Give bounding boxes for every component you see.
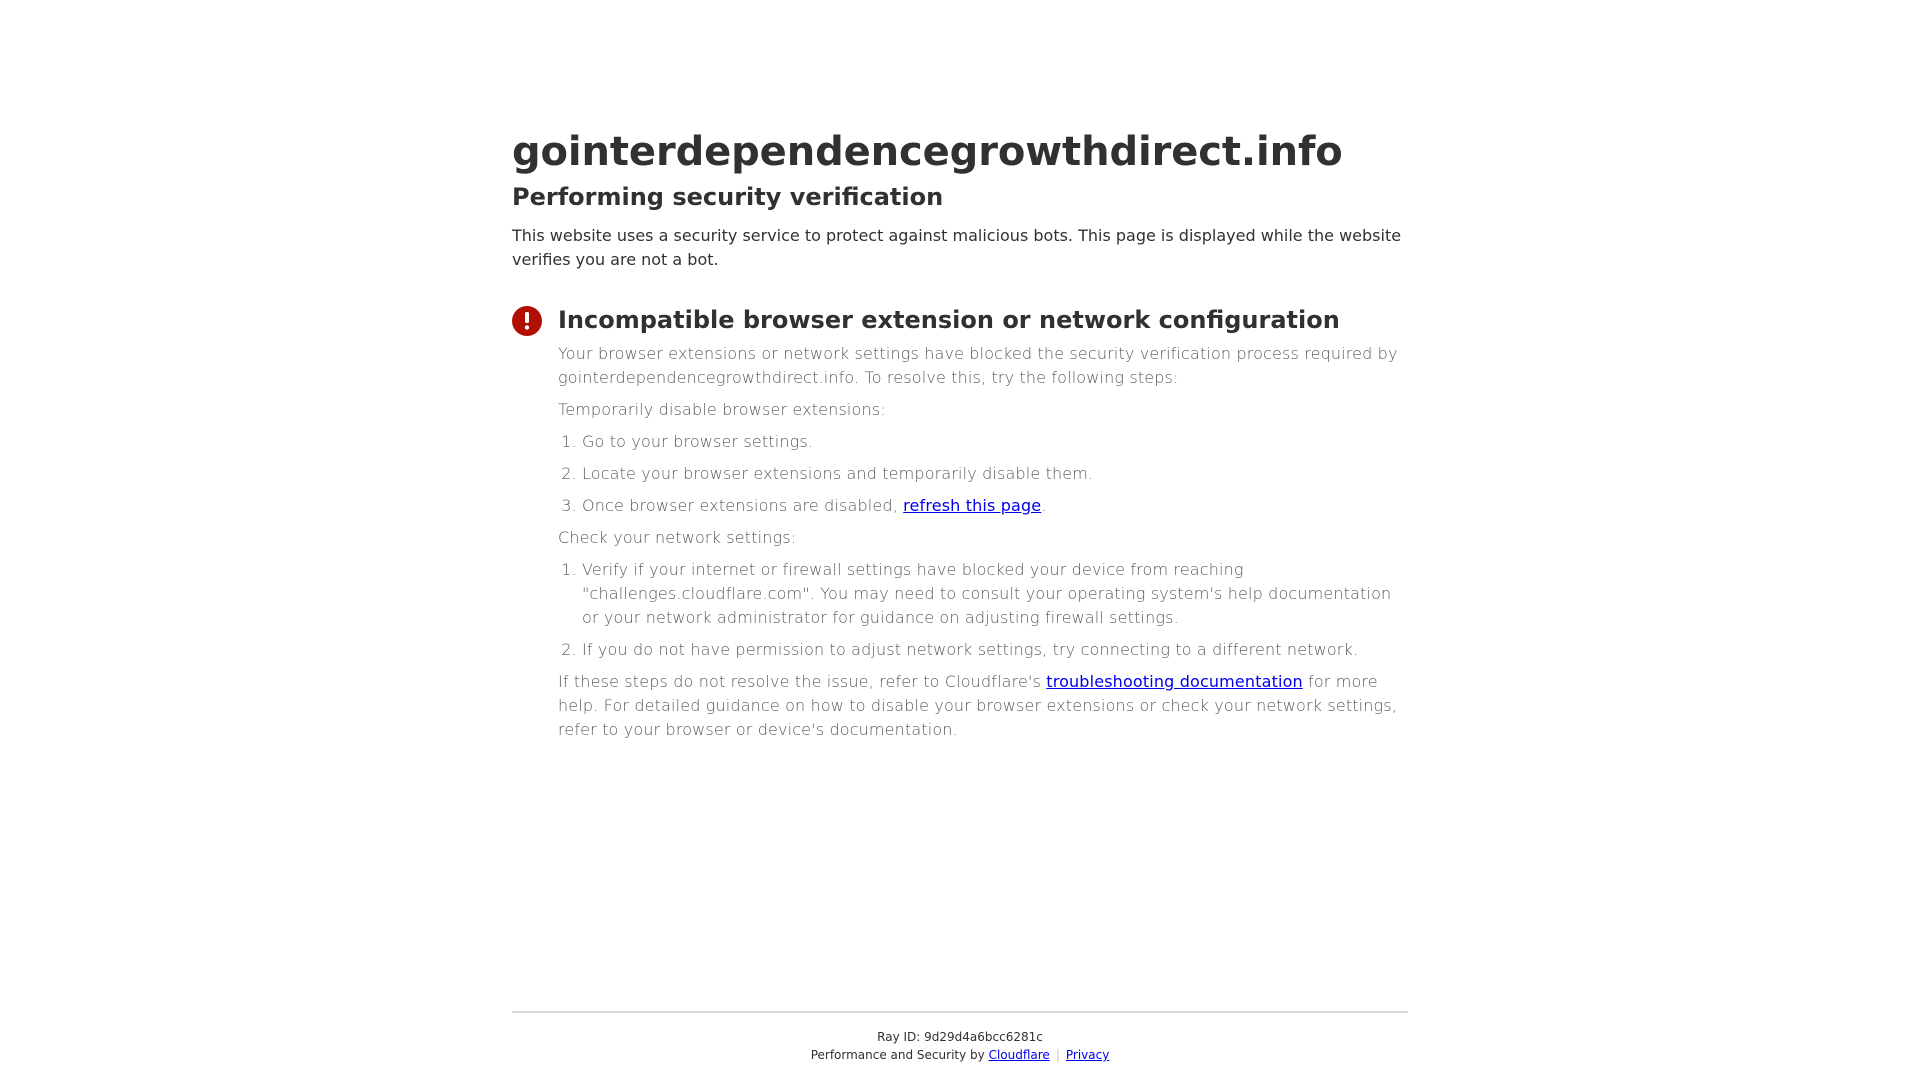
network-step-2: 2. If you do not have permission to adjust network settings, try connecting to a different network. xyxy=(582,638,1408,662)
network-step-1: 1. Verify if your internet or firewall settings have blocked your device from reaching "challenges.cloudflare.com". You may need to consult your operating system's help documentation or your network administrator for guidance on adjusting firewall settings. xyxy=(582,558,1408,630)
extension-step-1: 1. Go to your browser settings. xyxy=(582,430,1408,454)
extensions-heading: Temporarily disable browser extensions: xyxy=(558,400,886,419)
refresh-page-link[interactable]: refresh this page xyxy=(903,496,1042,515)
extension-step-2: 2. Locate your browser extensions and temporarily disable them. xyxy=(582,462,1408,486)
privacy-link[interactable]: Privacy xyxy=(1065,1048,1110,1062)
extension-step-3-suffix: . xyxy=(1041,496,1047,515)
network-heading: Check your network settings: xyxy=(558,528,797,547)
extension-steps-list xyxy=(558,430,1408,518)
performance-text: Performance and Security by xyxy=(810,1048,989,1062)
error-title: Incompatible browser extension or network configuration xyxy=(558,306,1340,334)
main-content xyxy=(512,128,1408,742)
error-block xyxy=(512,304,1408,742)
intro-text: This website uses a security service to protect against malicious bots. This page is displayed while the website verifies you are not a bot. xyxy=(512,226,1402,269)
cloudflare-link[interactable]: Cloudflare xyxy=(988,1048,1050,1062)
ray-id xyxy=(512,1028,1408,1046)
footer-separator: | xyxy=(1055,1048,1060,1062)
footer xyxy=(512,1011,1408,1064)
footer-links xyxy=(512,1046,1408,1064)
closing-paragraph xyxy=(558,670,1408,742)
closing-suffix: for more help. For detailed guidance on how to disable your browser extensions or check your network settings, refer to your browser or device's documentation. xyxy=(558,672,1398,739)
error-description: Your browser extensions or network settings have blocked the security verification process required by gointerdependencegrowthdirect.info. To resolve this, try the following steps: xyxy=(558,344,1398,387)
exclamation-circle-icon xyxy=(512,306,542,336)
extension-step-3 xyxy=(582,494,1408,518)
troubleshooting-documentation-link[interactable]: troubleshooting documentation xyxy=(1046,672,1303,691)
site-title: gointerdependencegrowthdirect.info xyxy=(512,129,1343,175)
closing-prefix: If these steps do not resolve the issue, refer to Cloudflare's xyxy=(558,672,1047,691)
error-body xyxy=(558,342,1408,742)
ray-id-value: 9d29d4a6bcc6281c xyxy=(924,1030,1043,1044)
network-steps-list xyxy=(558,558,1408,662)
page-subtitle: Performing security verification xyxy=(512,183,944,211)
ray-id-label: Ray ID: xyxy=(877,1030,925,1044)
extension-step-3-text: Once browser extensions are disabled, xyxy=(582,496,904,515)
